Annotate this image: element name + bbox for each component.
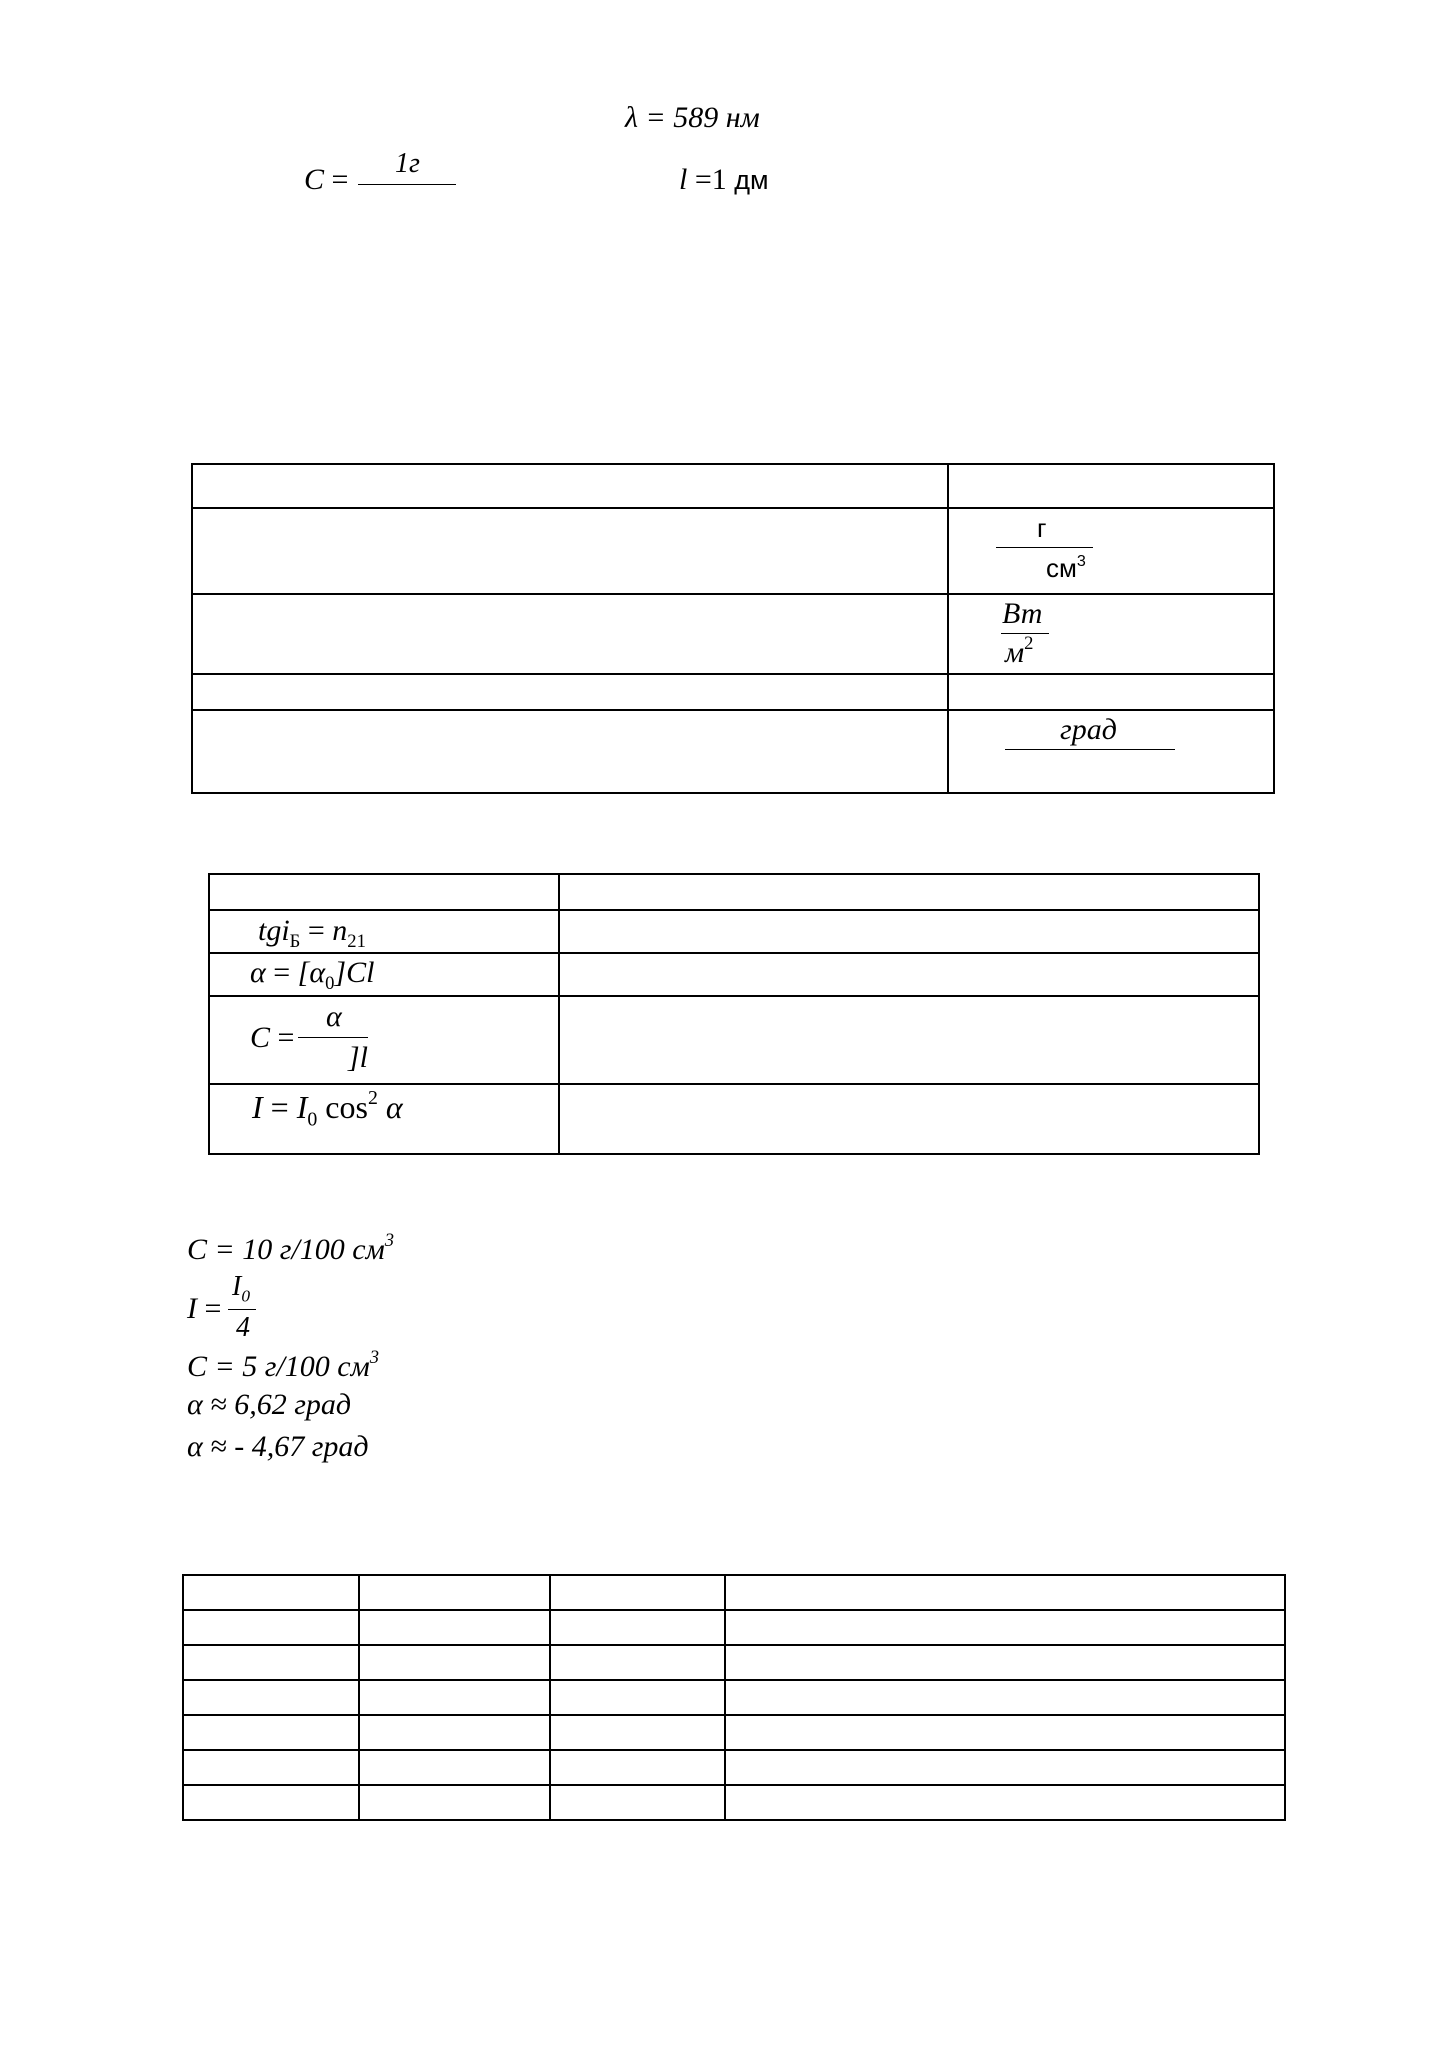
table-cell bbox=[725, 1575, 1285, 1610]
table-row bbox=[183, 1785, 1285, 1820]
table-row bbox=[209, 910, 1259, 953]
table-cell bbox=[359, 1750, 550, 1785]
brewster-formula: $tgi_Б = n_{21}$ bbox=[258, 914, 366, 952]
given-angle-2: α ≈ - 4,67 град bbox=[187, 1430, 369, 1463]
table-cell bbox=[725, 1785, 1285, 1820]
table-cell bbox=[183, 1610, 359, 1645]
table-cell bbox=[192, 508, 948, 594]
table-cell bbox=[948, 464, 1274, 508]
lambda-formula bbox=[625, 101, 760, 135]
table-cell bbox=[559, 953, 1259, 996]
table-cell bbox=[359, 1680, 550, 1715]
table-cell bbox=[725, 1645, 1285, 1680]
given-intensity-line bbox=[228, 1309, 256, 1310]
unit-numerator: г bbox=[1037, 513, 1047, 543]
length-unit: дм bbox=[734, 165, 769, 195]
unit-fraction-line bbox=[1005, 749, 1175, 750]
table-cell bbox=[550, 1785, 725, 1820]
unit-denominator: $м^2$ bbox=[1005, 633, 1034, 669]
table-cell bbox=[209, 874, 559, 910]
table-row bbox=[183, 1610, 1285, 1645]
length-lhs: l bbox=[679, 163, 688, 196]
table-row bbox=[183, 1715, 1285, 1750]
conc-lhs: C bbox=[304, 163, 325, 196]
table-cell bbox=[725, 1680, 1285, 1715]
table-row bbox=[192, 464, 1274, 508]
lambda-rhs: 589 нм bbox=[673, 101, 760, 134]
table-row bbox=[192, 594, 1274, 674]
table-cell bbox=[559, 910, 1259, 953]
table-cell bbox=[359, 1645, 550, 1680]
concentration-formula-line bbox=[298, 1037, 368, 1038]
table-cell bbox=[725, 1715, 1285, 1750]
formula-table bbox=[208, 873, 1260, 1155]
table-cell bbox=[559, 874, 1259, 910]
concentration-formula-lhs: C = bbox=[250, 1021, 295, 1054]
table-cell bbox=[209, 910, 559, 953]
concentration-numerator: 1г bbox=[395, 148, 420, 179]
given-concentration-1: C = 10 г/100 $см^3$ bbox=[187, 1230, 395, 1266]
table-row bbox=[192, 710, 1274, 793]
lambda-eq: = bbox=[645, 101, 666, 134]
table-cell bbox=[192, 674, 948, 710]
table-row bbox=[192, 674, 1274, 710]
given-concentration-2: C = 5 г/100 $см^3$ bbox=[187, 1347, 380, 1383]
table-cell bbox=[948, 508, 1274, 594]
unit-numerator: Вт bbox=[1002, 597, 1043, 630]
table-cell bbox=[183, 1715, 359, 1750]
table-row bbox=[183, 1750, 1285, 1785]
length-eq: = bbox=[694, 163, 712, 196]
table-cell bbox=[948, 674, 1274, 710]
table-row bbox=[183, 1680, 1285, 1715]
table-cell bbox=[209, 996, 559, 1084]
table-cell bbox=[192, 464, 948, 508]
given-angle-1: α ≈ 6,62 град bbox=[187, 1388, 352, 1421]
length-formula bbox=[679, 163, 769, 197]
table-cell bbox=[183, 1575, 359, 1610]
table-cell bbox=[359, 1785, 550, 1820]
table-row bbox=[209, 874, 1259, 910]
table-cell bbox=[550, 1610, 725, 1645]
concentration-fraction-line bbox=[358, 184, 456, 185]
given-intensity-lhs: I = bbox=[187, 1292, 222, 1325]
units-table bbox=[191, 463, 1275, 794]
table-cell bbox=[550, 1680, 725, 1715]
conc-eq: = bbox=[331, 163, 349, 196]
unit-fraction-line bbox=[996, 547, 1093, 548]
table-row bbox=[209, 996, 1259, 1084]
table-cell bbox=[359, 1610, 550, 1645]
table-cell bbox=[209, 1084, 559, 1154]
concentration-formula-num: α bbox=[326, 1000, 342, 1033]
length-value: 1 bbox=[711, 163, 727, 196]
table-row bbox=[183, 1645, 1285, 1680]
table-cell bbox=[948, 710, 1274, 793]
table-cell bbox=[183, 1785, 359, 1820]
unit-numerator: град bbox=[1060, 713, 1117, 746]
table-cell bbox=[725, 1750, 1285, 1785]
table-cell bbox=[192, 594, 948, 674]
table-cell bbox=[183, 1645, 359, 1680]
table-row bbox=[209, 1084, 1259, 1154]
table-cell bbox=[359, 1575, 550, 1610]
table-cell bbox=[183, 1680, 359, 1715]
table-cell bbox=[183, 1750, 359, 1785]
table-cell bbox=[550, 1750, 725, 1785]
lambda-lhs: λ bbox=[625, 101, 638, 134]
table-cell bbox=[359, 1715, 550, 1750]
table-row bbox=[192, 508, 1274, 594]
table-cell bbox=[948, 594, 1274, 674]
blank-table bbox=[182, 1574, 1286, 1821]
malus-formula: $I = I_0$ $\cos^2 \alpha$ bbox=[252, 1087, 403, 1131]
table-row bbox=[183, 1575, 1285, 1610]
rotation-formula: $\alpha = [\alpha_0]Cl$ bbox=[250, 956, 375, 994]
table-cell bbox=[559, 996, 1259, 1084]
unit-denominator: $см^3$ bbox=[1046, 551, 1086, 583]
concentration-formula-den: ]l bbox=[348, 1041, 369, 1074]
table-cell bbox=[550, 1645, 725, 1680]
table-cell bbox=[192, 710, 948, 793]
table-cell bbox=[209, 953, 559, 996]
concentration-lhs bbox=[304, 163, 348, 197]
table-cell bbox=[550, 1715, 725, 1750]
table-row bbox=[209, 953, 1259, 996]
table-cell bbox=[550, 1575, 725, 1610]
given-intensity-num: $I_0$ bbox=[232, 1271, 251, 1306]
table-cell bbox=[725, 1610, 1285, 1645]
table-cell bbox=[559, 1084, 1259, 1154]
given-intensity-den: 4 bbox=[236, 1312, 250, 1343]
